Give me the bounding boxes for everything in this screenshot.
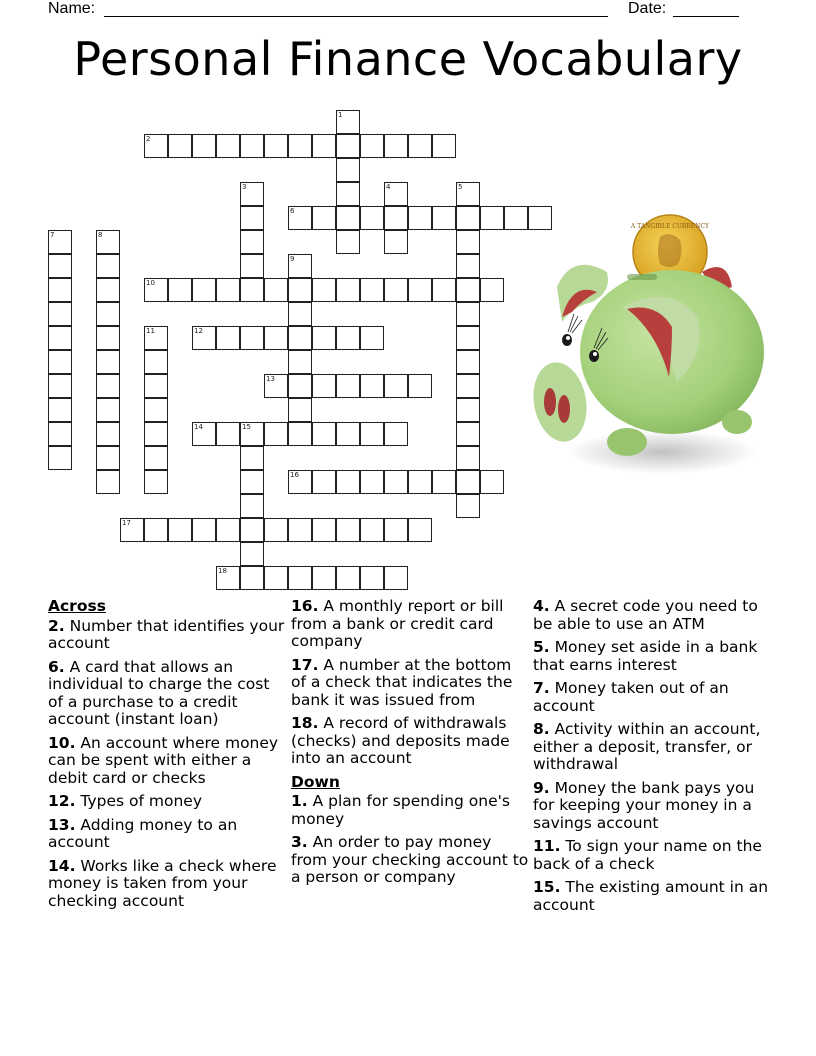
clue-across-18: 18. A record of withdrawals (checks) and deposits made into an account <box>291 714 510 767</box>
crossword-cell[interactable] <box>384 374 408 398</box>
crossword-cell[interactable] <box>480 278 504 302</box>
clue-down-5: 5. Money set aside in a bank that earns interest <box>533 638 758 674</box>
crossword-cell[interactable] <box>336 518 360 542</box>
page-title: Personal Finance Vocabulary <box>73 32 743 86</box>
crossword-cell[interactable] <box>96 350 120 374</box>
crossword-cell[interactable] <box>48 422 72 446</box>
crossword-cell[interactable] <box>312 566 336 590</box>
crossword-cell[interactable] <box>456 446 480 470</box>
crossword-cell[interactable] <box>336 422 360 446</box>
crossword-cell[interactable] <box>96 326 120 350</box>
crossword-cell[interactable] <box>240 230 264 254</box>
crossword-cell[interactable] <box>240 206 264 230</box>
crossword-cell[interactable] <box>240 326 264 350</box>
crossword-cell[interactable] <box>192 134 216 158</box>
down-heading: Down <box>291 772 340 791</box>
crossword-cell[interactable] <box>408 518 432 542</box>
crossword-cell[interactable] <box>240 254 264 278</box>
crossword-cell[interactable] <box>96 254 120 278</box>
crossword-cell[interactable] <box>216 326 240 350</box>
crossword-cell[interactable] <box>168 518 192 542</box>
crossword-cell[interactable] <box>144 326 168 350</box>
crossword-cell[interactable] <box>384 278 408 302</box>
clue-down-3: 3. An order to pay money from your checking account to a person or company <box>291 833 529 886</box>
across-heading: Across <box>48 597 106 615</box>
crossword-cell[interactable] <box>312 422 336 446</box>
crossword-cell[interactable] <box>192 422 216 446</box>
crossword-cell[interactable] <box>456 422 480 446</box>
crossword-cell[interactable] <box>288 398 312 422</box>
crossword-cell[interactable] <box>312 278 336 302</box>
crossword-cell[interactable] <box>456 182 480 206</box>
crossword-cell[interactable] <box>408 470 432 494</box>
clue-across-12: 12. Types of money <box>48 792 202 810</box>
clue-down-8: 8. Activity within an account, either a deposit, transfer, or withdrawal <box>533 720 761 773</box>
clue-number: 8 <box>98 231 103 239</box>
clues-column-3 <box>533 598 773 920</box>
clue-down-9: 9. Money the bank pays you for keeping your money in a savings account <box>533 778 755 832</box>
crossword-cell[interactable] <box>432 278 456 302</box>
clue-number: 10 <box>146 279 155 287</box>
clue-number: 12 <box>194 327 203 335</box>
crossword-cell[interactable] <box>288 278 312 302</box>
crossword-cell[interactable] <box>192 326 216 350</box>
crossword-cell[interactable] <box>360 374 384 398</box>
crossword-cell[interactable] <box>456 302 480 326</box>
crossword-cell[interactable] <box>48 374 72 398</box>
crossword-cell[interactable] <box>360 518 384 542</box>
crossword-cell[interactable] <box>48 326 72 350</box>
crossword-cell[interactable] <box>144 278 168 302</box>
crossword-cell[interactable] <box>48 278 72 302</box>
crossword-cell[interactable] <box>264 134 288 158</box>
crossword-cell[interactable] <box>360 566 384 590</box>
crossword-cell[interactable] <box>240 494 264 518</box>
crossword-cell[interactable] <box>360 422 384 446</box>
clue-across-17: 17. A number at the bottom of a check that indicates the bank it was issued from <box>291 655 513 709</box>
crossword-cell[interactable] <box>240 542 264 566</box>
crossword-cell[interactable] <box>240 446 264 470</box>
clue-down-11: 11. To sign your name on the back of a check <box>533 837 762 873</box>
crossword-cell[interactable] <box>216 134 240 158</box>
crossword-cell[interactable] <box>432 206 456 230</box>
crossword-cell[interactable] <box>456 230 480 254</box>
crossword-cell[interactable] <box>96 470 120 494</box>
crossword-cell[interactable] <box>216 566 240 590</box>
crossword-cell[interactable] <box>144 134 168 158</box>
crossword-cell[interactable] <box>336 134 360 158</box>
crossword-cell[interactable] <box>384 182 408 206</box>
crossword-cell[interactable] <box>192 278 216 302</box>
crossword-cell[interactable] <box>288 134 312 158</box>
crossword-cell[interactable] <box>312 374 336 398</box>
crossword-cell[interactable] <box>360 278 384 302</box>
crossword-cell[interactable] <box>312 134 336 158</box>
clues-column-1 <box>48 598 288 916</box>
crossword-cell[interactable] <box>504 206 528 230</box>
crossword-cell[interactable] <box>336 326 360 350</box>
date-label: Date: <box>628 0 667 17</box>
clue-across-14: 14. Works like a check where money is taken from your checking account <box>48 856 277 910</box>
crossword-cell[interactable] <box>144 422 168 446</box>
crossword-cell[interactable] <box>240 518 264 542</box>
crossword-cell[interactable] <box>240 182 264 206</box>
clue-number: 16 <box>290 471 299 479</box>
crossword-cell[interactable] <box>456 254 480 278</box>
crossword-cell[interactable] <box>360 326 384 350</box>
crossword-cell[interactable] <box>216 518 240 542</box>
crossword-cell[interactable] <box>360 470 384 494</box>
name-label: Name: <box>48 0 96 17</box>
crossword-cell[interactable] <box>336 158 360 182</box>
crossword-cell[interactable] <box>408 374 432 398</box>
crossword-cell[interactable] <box>408 206 432 230</box>
crossword-cell[interactable] <box>456 350 480 374</box>
clue-across-6: 6. A card that allows an individual to charge the cost of a purchase to a credit account (instant loan) <box>48 657 270 728</box>
crossword-cell[interactable] <box>336 182 360 206</box>
clue-down-7: 7. Money taken out of an account <box>533 679 729 715</box>
crossword-cell[interactable] <box>48 254 72 278</box>
crossword-cell[interactable] <box>264 518 288 542</box>
crossword-cell[interactable] <box>456 326 480 350</box>
clue-number: 11 <box>146 327 155 335</box>
crossword-cell[interactable] <box>408 278 432 302</box>
crossword-cell[interactable] <box>264 566 288 590</box>
clue-number: 1 <box>338 111 343 119</box>
crossword-cell[interactable] <box>96 446 120 470</box>
crossword-cell[interactable] <box>360 206 384 230</box>
crossword-cell[interactable] <box>48 398 72 422</box>
crossword-cell[interactable] <box>336 278 360 302</box>
clue-number: 7 <box>50 231 55 239</box>
crossword-cell[interactable] <box>144 350 168 374</box>
crossword-grid <box>48 110 552 590</box>
crossword-cell[interactable] <box>432 134 456 158</box>
crossword-cell[interactable] <box>288 566 312 590</box>
crossword-cell[interactable] <box>96 398 120 422</box>
crossword-cell[interactable] <box>96 374 120 398</box>
crossword-cell[interactable] <box>288 518 312 542</box>
crossword-cell[interactable] <box>264 422 288 446</box>
crossword-cell[interactable] <box>384 470 408 494</box>
crossword-cell[interactable] <box>192 518 216 542</box>
name-date-header <box>48 0 748 20</box>
crossword-cell[interactable] <box>384 206 408 230</box>
crossword-cell[interactable] <box>240 470 264 494</box>
crossword-cell[interactable] <box>288 206 312 230</box>
clue-number: 5 <box>458 183 463 191</box>
crossword-cell[interactable] <box>288 374 312 398</box>
crossword-cell[interactable] <box>216 422 240 446</box>
crossword-cell[interactable] <box>384 518 408 542</box>
crossword-cell[interactable] <box>144 446 168 470</box>
piggy-bank-illustration <box>532 212 772 482</box>
crossword-cell[interactable] <box>336 566 360 590</box>
clue-across-13: 13. Adding money to an account <box>48 815 238 851</box>
crossword-cell[interactable] <box>408 134 432 158</box>
crossword-cell[interactable] <box>456 374 480 398</box>
crossword-cell[interactable] <box>168 278 192 302</box>
crossword-cell[interactable] <box>288 302 312 326</box>
clue-number: 17 <box>122 519 131 527</box>
date-field[interactable] <box>673 16 739 17</box>
clue-down-15: 15. The existing amount in an account <box>533 878 769 914</box>
clue-number: 6 <box>290 207 295 215</box>
crossword-cell[interactable] <box>216 278 240 302</box>
crossword-cell[interactable] <box>384 422 408 446</box>
crossword-cell[interactable] <box>264 326 288 350</box>
crossword-cell[interactable] <box>336 374 360 398</box>
clues-column-2 <box>291 598 531 893</box>
svg-text:A TANGIBLE CURRENCY: A TANGIBLE CURRENCY <box>630 223 710 230</box>
clue-across-2: 2. Number that identifies your account <box>48 616 285 652</box>
crossword-cell[interactable] <box>144 518 168 542</box>
clue-number: 3 <box>242 183 247 191</box>
crossword-cell[interactable] <box>456 398 480 422</box>
crossword-cell[interactable] <box>288 470 312 494</box>
name-field[interactable] <box>104 16 608 17</box>
clue-across-16: 16. A monthly report or bill from a bank or credit card company <box>291 597 504 650</box>
crossword-cell[interactable] <box>48 350 72 374</box>
crossword-cell[interactable] <box>360 134 384 158</box>
crossword-cell[interactable] <box>288 350 312 374</box>
clue-number: 14 <box>194 423 203 431</box>
crossword-cell[interactable] <box>48 302 72 326</box>
crossword-cell[interactable] <box>336 230 360 254</box>
crossword-cell[interactable] <box>240 278 264 302</box>
crossword-cell[interactable] <box>168 134 192 158</box>
crossword-cell[interactable] <box>264 278 288 302</box>
clue-number: 18 <box>218 567 227 575</box>
crossword-cell[interactable] <box>336 470 360 494</box>
crossword-cell[interactable] <box>288 422 312 446</box>
crossword-cell[interactable] <box>312 206 336 230</box>
crossword-cell[interactable] <box>144 470 168 494</box>
crossword-cell[interactable] <box>456 494 480 518</box>
clue-across-10: 10. An account where money can be spent with either a debit card or checks <box>48 733 279 787</box>
clue-number: 4 <box>386 183 391 191</box>
crossword-cell[interactable] <box>456 206 480 230</box>
crossword-cell[interactable] <box>48 230 72 254</box>
clue-number: 2 <box>146 135 151 143</box>
clue-number: 13 <box>266 375 275 383</box>
crossword-cell[interactable] <box>384 566 408 590</box>
crossword-cell[interactable] <box>288 254 312 278</box>
crossword-cell[interactable] <box>240 566 264 590</box>
crossword-cell[interactable] <box>456 278 480 302</box>
crossword-cell[interactable] <box>312 470 336 494</box>
crossword-cell[interactable] <box>384 230 408 254</box>
crossword-cell[interactable] <box>480 206 504 230</box>
crossword-cell[interactable] <box>96 278 120 302</box>
crossword-cell[interactable] <box>432 470 456 494</box>
clue-number: 9 <box>290 255 295 263</box>
crossword-cell[interactable] <box>96 230 120 254</box>
crossword-cell[interactable] <box>312 518 336 542</box>
crossword-cell[interactable] <box>96 302 120 326</box>
crossword-cell[interactable] <box>240 422 264 446</box>
clue-number: 15 <box>242 423 251 431</box>
crossword-cell[interactable] <box>120 518 144 542</box>
clue-down-4: 4. A secret code you need to be able to use an ATM <box>533 597 758 633</box>
crossword-cell[interactable] <box>384 134 408 158</box>
crossword-cell[interactable] <box>240 134 264 158</box>
crossword-cell[interactable] <box>144 398 168 422</box>
crossword-cell[interactable] <box>144 374 168 398</box>
crossword-cell[interactable] <box>96 422 120 446</box>
crossword-cell[interactable] <box>456 470 480 494</box>
crossword-cell[interactable] <box>312 326 336 350</box>
crossword-cell[interactable] <box>48 446 72 470</box>
clue-down-1: 1. A plan for spending one's money <box>291 792 510 828</box>
crossword-cell[interactable] <box>264 374 288 398</box>
crossword-cell[interactable] <box>480 470 504 494</box>
crossword-cell[interactable] <box>336 206 360 230</box>
crossword-cell[interactable] <box>288 326 312 350</box>
crossword-cell[interactable] <box>336 110 360 134</box>
